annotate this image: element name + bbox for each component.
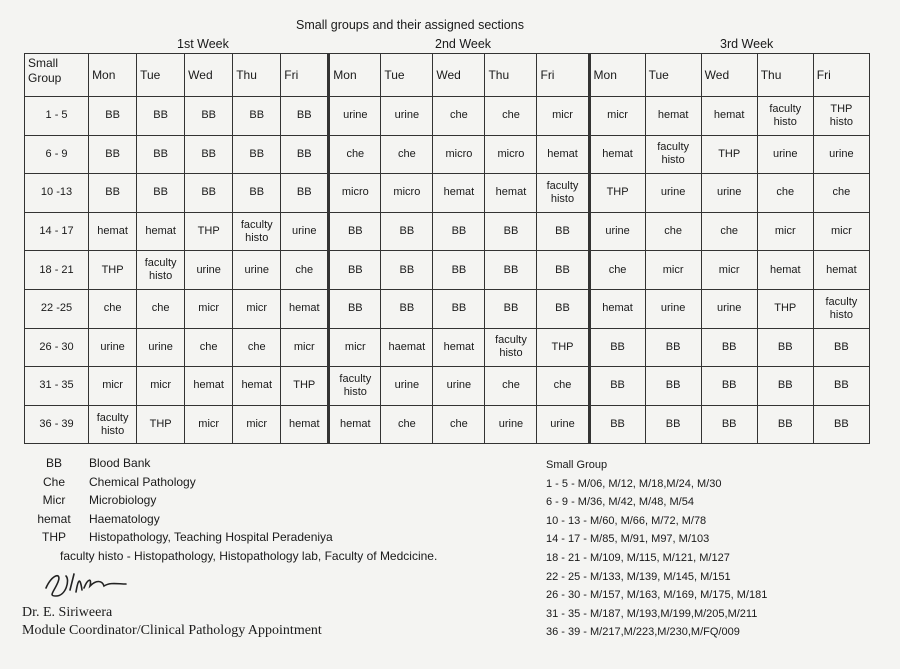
legend-full: Chemical Pathology	[89, 475, 196, 489]
assignment-cell: hemat	[281, 405, 329, 444]
table-row	[25, 97, 870, 136]
assignment-cell: urine	[381, 367, 433, 406]
assignment-cell: micr	[137, 367, 185, 406]
assignment-cell: micr	[185, 289, 233, 328]
header-day: Fri	[281, 54, 329, 97]
assignment-cell: faculty histo	[233, 212, 281, 251]
assignment-cell: BB	[233, 174, 281, 213]
assignment-cell: faculty histo	[757, 97, 813, 136]
assignment-cell: faculty histo	[89, 405, 137, 444]
assignment-cell: che	[381, 135, 433, 174]
assignment-cell: BB	[233, 135, 281, 174]
group-range: 26 - 30	[25, 328, 89, 367]
assignment-cell: hemat	[645, 97, 701, 136]
table-row	[25, 367, 870, 406]
header-day: Fri	[537, 54, 589, 97]
header-day: Mon	[329, 54, 381, 97]
assignment-cell: micr	[589, 97, 645, 136]
assignment-cell: BB	[281, 174, 329, 213]
assignment-cell: che	[485, 97, 537, 136]
assignment-cell: micr	[89, 367, 137, 406]
assignment-cell: BB	[185, 97, 233, 136]
assignment-cell: BB	[645, 405, 701, 444]
assignment-cell: micro	[485, 135, 537, 174]
assignment-cell: che	[589, 251, 645, 290]
assignment-cell: che	[645, 212, 701, 251]
assignment-cell: BB	[381, 289, 433, 328]
assignment-cell: micr	[281, 328, 329, 367]
assignment-cell: urine	[433, 367, 485, 406]
assignment-cell: BB	[433, 251, 485, 290]
assignment-cell: BB	[537, 212, 589, 251]
assignment-cell: urine	[281, 212, 329, 251]
assignment-cell: che	[137, 289, 185, 328]
assignment-cell: che	[537, 367, 589, 406]
assignment-cell: che	[757, 174, 813, 213]
assignment-cell: hemat	[89, 212, 137, 251]
group-members-line: 6 - 9 - M/36, M/42, M/48, M/54	[546, 496, 694, 509]
group-members-line: 18 - 21 - M/109, M/115, M/121, M/127	[546, 551, 730, 564]
assignment-cell: BB	[381, 212, 433, 251]
header-group-line2: Group	[28, 71, 62, 85]
assignment-cell: THP	[589, 174, 645, 213]
table-row	[25, 328, 870, 367]
table-row	[25, 405, 870, 444]
group-range: 36 - 39	[25, 405, 89, 444]
assignment-cell: urine	[185, 251, 233, 290]
assignment-cell: THP	[137, 405, 185, 444]
header-day: Wed	[433, 54, 485, 97]
assignment-cell: faculty histo	[645, 135, 701, 174]
assignment-cell: urine	[233, 251, 281, 290]
week-label-1: 1st Week	[177, 37, 229, 51]
header-day: Fri	[813, 54, 869, 97]
assignment-cell: BB	[701, 367, 757, 406]
assignment-cell: hemat	[757, 251, 813, 290]
header-day: Mon	[589, 54, 645, 97]
table-row	[25, 289, 870, 328]
assignment-cell: che	[485, 367, 537, 406]
assignment-cell: urine	[645, 289, 701, 328]
assignment-cell: BB	[537, 251, 589, 290]
group-range: 10 -13	[25, 174, 89, 213]
assignment-cell: faculty histo	[329, 367, 381, 406]
assignment-cell: BB	[589, 405, 645, 444]
legend-full: Blood Bank	[89, 456, 151, 470]
legend-abbr: Che	[42, 475, 65, 489]
assignment-cell: hemat	[537, 135, 589, 174]
assignment-cell: micr	[233, 405, 281, 444]
assignment-cell: che	[281, 251, 329, 290]
week-label-2: 2nd Week	[435, 37, 492, 51]
table-row	[25, 135, 870, 174]
assignment-cell: BB	[89, 97, 137, 136]
assignment-cell: micro	[433, 135, 485, 174]
legend-full: Haematology	[89, 512, 160, 526]
group-members-line: 31 - 35 - M/187, M/193,M/199,M/205,M/211	[546, 607, 758, 620]
assignment-cell: faculty histo	[137, 251, 185, 290]
assignment-cell: hemat	[185, 367, 233, 406]
assignment-cell: urine	[381, 97, 433, 136]
group-range: 6 - 9	[25, 135, 89, 174]
assignment-cell: micr	[645, 251, 701, 290]
assignment-cell: urine	[537, 405, 589, 444]
group-range: 1 - 5	[25, 97, 89, 136]
assignment-cell: THP	[185, 212, 233, 251]
assignment-cell: THP	[281, 367, 329, 406]
week-label-3: 3rd Week	[720, 37, 774, 51]
group-members-line: 36 - 39 - M/217,M/223,M/230,M/FQ/009	[546, 626, 740, 639]
assignment-cell: hemat	[233, 367, 281, 406]
assignment-cell: che	[433, 405, 485, 444]
assignment-cell: BB	[701, 405, 757, 444]
assignment-cell: BB	[813, 367, 869, 406]
assignment-cell: micr	[757, 212, 813, 251]
group-members-line: 1 - 5 - M/06, M/12, M/18,M/24, M/30	[546, 477, 722, 490]
assignment-cell: che	[89, 289, 137, 328]
header-small-group	[25, 54, 89, 97]
table-row	[25, 174, 870, 213]
header-day: Thu	[485, 54, 537, 97]
assignment-cell: urine	[701, 289, 757, 328]
assignment-cell: micro	[329, 174, 381, 213]
assignment-cell: hemat	[813, 251, 869, 290]
assignment-cell: urine	[757, 135, 813, 174]
legend-abbr: THP	[42, 530, 66, 544]
legend-abbr: hemat	[37, 512, 71, 526]
assignment-cell: BB	[329, 212, 381, 251]
assignment-cell: BB	[137, 97, 185, 136]
assignment-cell: BB	[185, 174, 233, 213]
assignment-cell: hemat	[137, 212, 185, 251]
assignment-cell: BB	[757, 328, 813, 367]
assignment-cell: BB	[89, 174, 137, 213]
table-row	[25, 212, 870, 251]
legend-full: Histopathology, Teaching Hospital Peradeniya	[89, 530, 333, 544]
group-range: 22 -25	[25, 289, 89, 328]
group-members-line: 14 - 17 - M/85, M/91, M97, M/103	[546, 533, 710, 546]
signature-block	[22, 604, 322, 640]
assignment-cell: hemat	[329, 405, 381, 444]
assignment-cell: BB	[813, 405, 869, 444]
header-day: Mon	[89, 54, 137, 97]
legend-abbr: BB	[45, 456, 62, 470]
assignment-cell: hemat	[589, 135, 645, 174]
assignment-cell: hemat	[485, 174, 537, 213]
group-members-line: 22 - 25 - M/133, M/139, M/145, M/151	[546, 570, 731, 583]
assignment-cell: urine	[645, 174, 701, 213]
signature-image	[40, 566, 140, 606]
assignment-cell: che	[185, 328, 233, 367]
assignment-cell: THP	[89, 251, 137, 290]
assignment-cell: che	[701, 212, 757, 251]
assignment-cell: BB	[185, 135, 233, 174]
assignment-cell: micr	[537, 97, 589, 136]
signer-name: Dr. E. Siriweera	[22, 605, 113, 620]
assignment-cell: BB	[281, 97, 329, 136]
header-row	[25, 54, 870, 97]
assignment-cell: urine	[813, 135, 869, 174]
assignment-cell: urine	[89, 328, 137, 367]
assignment-cell: BB	[645, 367, 701, 406]
header-day: Thu	[757, 54, 813, 97]
assignment-cell: micr	[233, 289, 281, 328]
header-day: Tue	[137, 54, 185, 97]
legend-full: Microbiology	[89, 493, 157, 507]
assignment-cell: micr	[813, 212, 869, 251]
legend-faculty-histo: faculty histo - Histopathology, Histopathology lab, Faculty of Medcicine.	[60, 549, 438, 563]
assignment-cell: BB	[433, 289, 485, 328]
assignment-cell: hemat	[281, 289, 329, 328]
groups-title: Small Group	[546, 459, 608, 471]
schedule-table	[24, 53, 870, 444]
group-range: 14 - 17	[25, 212, 89, 251]
assignment-cell: THP	[537, 328, 589, 367]
header-day: Wed	[701, 54, 757, 97]
assignment-cell: BB	[89, 135, 137, 174]
assignment-cell: BB	[485, 212, 537, 251]
assignment-cell: faculty histo	[537, 174, 589, 213]
assignment-cell: che	[329, 135, 381, 174]
assignment-cell: urine	[589, 212, 645, 251]
assignment-cell: hemat	[433, 328, 485, 367]
assignment-cell: BB	[645, 328, 701, 367]
assignment-cell: BB	[485, 289, 537, 328]
assignment-cell: faculty histo	[813, 289, 869, 328]
assignment-cell: BB	[757, 367, 813, 406]
assignment-cell: che	[813, 174, 869, 213]
assignment-cell: BB	[589, 367, 645, 406]
assignment-cell: urine	[485, 405, 537, 444]
assignment-cell: BB	[329, 251, 381, 290]
group-range: 18 - 21	[25, 251, 89, 290]
assignment-cell: THP histo	[813, 97, 869, 136]
assignment-cell: che	[233, 328, 281, 367]
assignment-cell: BB	[281, 135, 329, 174]
assignment-cell: micr	[701, 251, 757, 290]
assignment-cell: BB	[589, 328, 645, 367]
assignment-cell: urine	[329, 97, 381, 136]
assignment-cell: che	[433, 97, 485, 136]
assignment-cell: urine	[137, 328, 185, 367]
header-day: Tue	[381, 54, 433, 97]
assignment-cell: BB	[381, 251, 433, 290]
header-day: Tue	[645, 54, 701, 97]
assignment-cell: BB	[137, 135, 185, 174]
table-row	[25, 251, 870, 290]
assignment-cell: hemat	[433, 174, 485, 213]
assignment-cell: che	[381, 405, 433, 444]
assignment-cell: BB	[433, 212, 485, 251]
assignment-cell: BB	[813, 328, 869, 367]
group-range: 31 - 35	[25, 367, 89, 406]
assignment-cell: BB	[329, 289, 381, 328]
assignment-cell: micro	[381, 174, 433, 213]
assignment-cell: urine	[701, 174, 757, 213]
signer-title: Module Coordinator/Clinical Pathology Appointment	[22, 623, 322, 638]
header-day: Wed	[185, 54, 233, 97]
assignment-cell: BB	[233, 97, 281, 136]
assignment-cell: hemat	[701, 97, 757, 136]
assignment-cell: BB	[757, 405, 813, 444]
group-members-line: 26 - 30 - M/157, M/163, M/169, M/175, M/181	[546, 589, 768, 602]
assignment-cell: BB	[485, 251, 537, 290]
document-title: Small groups and their assigned sections	[296, 18, 524, 32]
assignment-cell: BB	[701, 328, 757, 367]
assignment-cell: BB	[537, 289, 589, 328]
assignment-cell: haemat	[381, 328, 433, 367]
assignment-cell: micr	[185, 405, 233, 444]
assignment-cell: THP	[701, 135, 757, 174]
assignment-cell: micr	[329, 328, 381, 367]
assignment-cell: THP	[757, 289, 813, 328]
header-day: Thu	[233, 54, 281, 97]
assignment-cell: hemat	[589, 289, 645, 328]
legend-abbr: Micr	[42, 493, 66, 507]
header-group-line1: Small	[28, 56, 59, 70]
assignment-cell: BB	[137, 174, 185, 213]
group-members-line: 10 - 13 - M/60, M/66, M/72, M/78	[546, 514, 707, 527]
group-members-list	[546, 459, 767, 645]
assignment-cell: faculty histo	[485, 328, 537, 367]
